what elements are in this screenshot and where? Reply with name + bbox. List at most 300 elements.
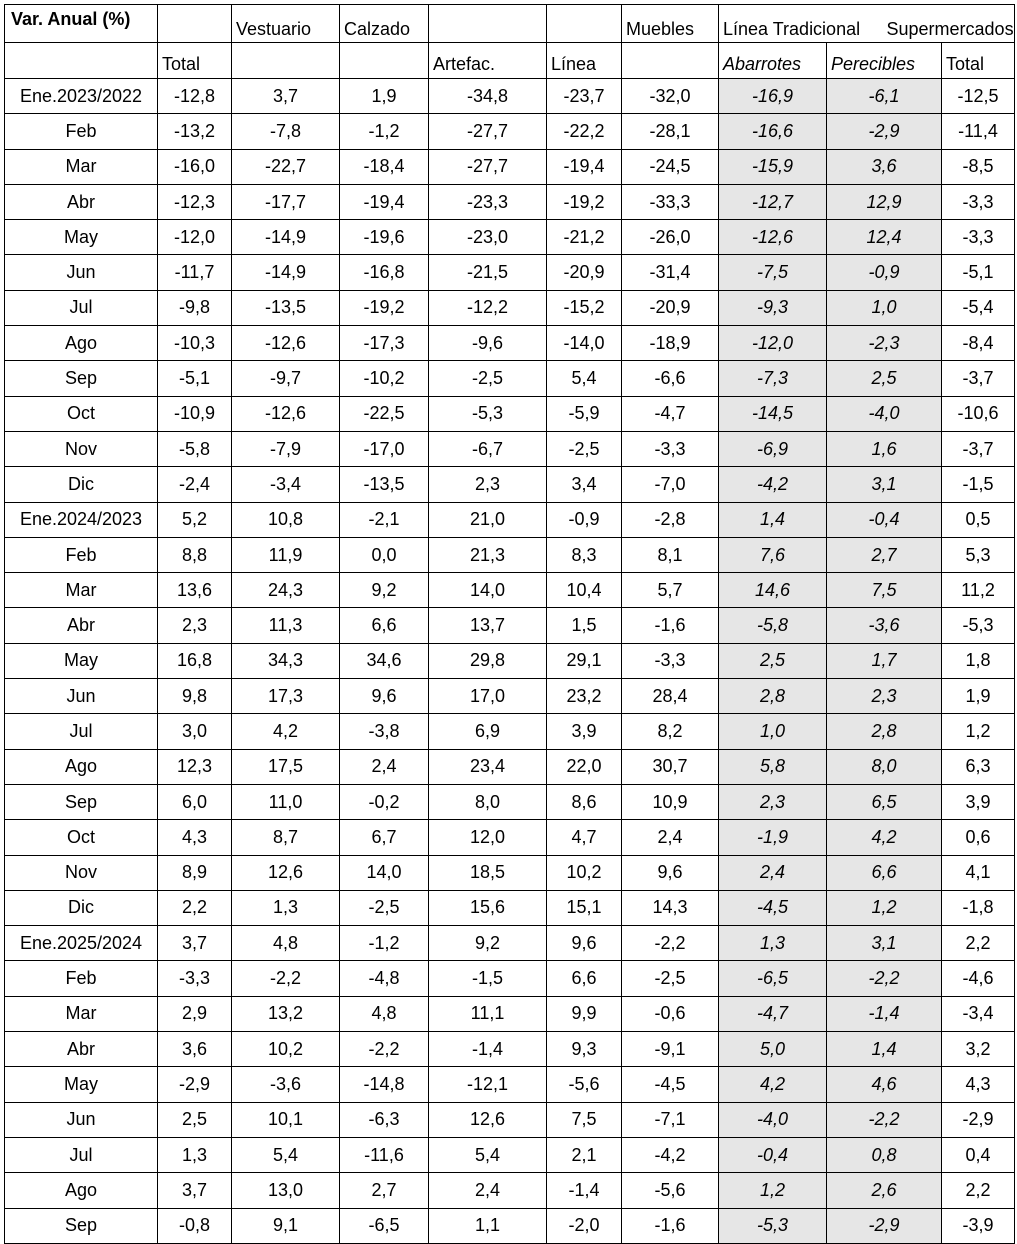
abarrotes-cell: -15,9 — [719, 149, 827, 184]
abarrotes-cell: -6,9 — [719, 431, 827, 466]
super-total-cell: 0,4 — [942, 1137, 1015, 1172]
muebles-cell: 5,7 — [622, 573, 719, 608]
vestuario-cell: -12,6 — [232, 326, 340, 361]
empty-header-cell — [622, 43, 719, 79]
total-cell: 2,3 — [158, 608, 232, 643]
perecibles-cell: -3,6 — [827, 608, 942, 643]
artefac-cell: 15,6 — [429, 890, 547, 925]
super-total-header: Total — [942, 43, 1015, 79]
linea-cell: 22,0 — [547, 749, 622, 784]
table-row — [5, 326, 1015, 361]
muebles-cell: -0,6 — [622, 996, 719, 1031]
vestuario-cell: -3,4 — [232, 467, 340, 502]
linea-cell: 8,3 — [547, 537, 622, 572]
perecibles-cell: 0,8 — [827, 1137, 942, 1172]
artefac-cell: 6,9 — [429, 714, 547, 749]
table-row — [5, 79, 1015, 114]
period-cell: Feb — [5, 961, 158, 996]
perecibles-cell: 1,0 — [827, 290, 942, 325]
artefac-cell: 9,2 — [429, 926, 547, 961]
super-total-cell: 0,5 — [942, 502, 1015, 537]
muebles-cell: 14,3 — [622, 890, 719, 925]
artefac-cell: 2,3 — [429, 467, 547, 502]
perecibles-cell: 6,5 — [827, 784, 942, 819]
linea-cell: 29,1 — [547, 643, 622, 678]
muebles-cell: -31,4 — [622, 255, 719, 290]
period-cell: Sep — [5, 784, 158, 819]
abarrotes-cell: -12,6 — [719, 220, 827, 255]
perecibles-cell: 12,9 — [827, 184, 942, 219]
period-cell: Oct — [5, 820, 158, 855]
muebles-cell: -28,1 — [622, 114, 719, 149]
perecibles-cell: 1,2 — [827, 890, 942, 925]
supermercados-header — [886, 5, 1015, 43]
table-row — [5, 1173, 1015, 1208]
muebles-cell: -1,6 — [622, 1208, 719, 1243]
calzado-cell: -14,8 — [340, 1067, 429, 1102]
calzado-cell: -1,2 — [340, 114, 429, 149]
calzado-cell: -19,2 — [340, 290, 429, 325]
artefac-cell: 14,0 — [429, 573, 547, 608]
header-row-2 — [5, 43, 1015, 79]
calzado-cell: 6,6 — [340, 608, 429, 643]
super-total-cell: -8,5 — [942, 149, 1015, 184]
linea-cell: 15,1 — [547, 890, 622, 925]
abarrotes-cell: 1,4 — [719, 502, 827, 537]
period-cell: Nov — [5, 431, 158, 466]
table-row — [5, 855, 1015, 890]
artefac-cell: 12,0 — [429, 820, 547, 855]
linea-cell: 10,2 — [547, 855, 622, 890]
perecibles-cell: 4,2 — [827, 820, 942, 855]
artefac-cell: 12,6 — [429, 1102, 547, 1137]
muebles-cell: 8,2 — [622, 714, 719, 749]
artefac-header: Artefac. — [429, 43, 547, 79]
vestuario-cell: 10,1 — [232, 1102, 340, 1137]
abarrotes-cell: 2,4 — [719, 855, 827, 890]
muebles-cell: -1,6 — [622, 608, 719, 643]
calzado-cell: -1,2 — [340, 926, 429, 961]
total-cell: 2,9 — [158, 996, 232, 1031]
artefac-cell: 23,4 — [429, 749, 547, 784]
period-cell: Feb — [5, 114, 158, 149]
total-cell: -12,8 — [158, 79, 232, 114]
abarrotes-cell: -4,0 — [719, 1102, 827, 1137]
perecibles-cell: 1,7 — [827, 643, 942, 678]
linea-cell: -1,4 — [547, 1173, 622, 1208]
perecibles-cell: -2,2 — [827, 961, 942, 996]
muebles-header: Muebles — [622, 5, 719, 43]
vestuario-cell: 10,2 — [232, 1032, 340, 1067]
calzado-cell: -17,0 — [340, 431, 429, 466]
total-cell: -5,8 — [158, 431, 232, 466]
super-total-cell: 5,3 — [942, 537, 1015, 572]
vestuario-cell: 9,1 — [232, 1208, 340, 1243]
abarrotes-header: Abarrotes — [719, 43, 827, 79]
calzado-cell: -13,5 — [340, 467, 429, 502]
super-total-cell: 6,3 — [942, 749, 1015, 784]
muebles-cell: 8,1 — [622, 537, 719, 572]
perecibles-cell: 4,6 — [827, 1067, 942, 1102]
super-total-cell: 3,9 — [942, 784, 1015, 819]
total-cell: 8,9 — [158, 855, 232, 890]
table-row — [5, 996, 1015, 1031]
abarrotes-cell: 2,3 — [719, 784, 827, 819]
empty-header-cell — [547, 5, 622, 43]
artefac-cell: -2,5 — [429, 361, 547, 396]
muebles-cell: -6,6 — [622, 361, 719, 396]
total-cell: -10,3 — [158, 326, 232, 361]
linea-cell: -5,6 — [547, 1067, 622, 1102]
period-cell: Sep — [5, 1208, 158, 1243]
artefac-cell: 11,1 — [429, 996, 547, 1031]
super-total-cell: -5,1 — [942, 255, 1015, 290]
table-row — [5, 961, 1015, 996]
vestuario-cell: 17,5 — [232, 749, 340, 784]
total-cell: 3,7 — [158, 926, 232, 961]
calzado-cell: -3,8 — [340, 714, 429, 749]
period-cell: May — [5, 1067, 158, 1102]
empty-header-cell — [429, 5, 547, 43]
perecibles-cell: -2,9 — [827, 1208, 942, 1243]
linea-cell: 9,9 — [547, 996, 622, 1031]
artefac-cell: 1,1 — [429, 1208, 547, 1243]
perecibles-cell: 1,6 — [827, 431, 942, 466]
linea-cell: 5,4 — [547, 361, 622, 396]
calzado-cell: -2,2 — [340, 1032, 429, 1067]
period-cell: May — [5, 220, 158, 255]
super-total-cell: -3,3 — [942, 220, 1015, 255]
vestuario-cell: 13,0 — [232, 1173, 340, 1208]
empty-header-cell — [232, 43, 340, 79]
muebles-cell: -26,0 — [622, 220, 719, 255]
linea-cell: -2,0 — [547, 1208, 622, 1243]
table-row — [5, 1102, 1015, 1137]
total-cell: 13,6 — [158, 573, 232, 608]
table-row — [5, 537, 1015, 572]
corner-header: Var. Anual (%) — [5, 5, 158, 43]
calzado-cell: -2,1 — [340, 502, 429, 537]
vestuario-cell: -17,7 — [232, 184, 340, 219]
perecibles-cell: 7,5 — [827, 573, 942, 608]
calzado-cell: 9,6 — [340, 679, 429, 714]
table-row — [5, 643, 1015, 678]
super-total-cell: -3,7 — [942, 361, 1015, 396]
period-cell: Jun — [5, 255, 158, 290]
total-header: Total — [158, 43, 232, 79]
total-cell: 4,3 — [158, 820, 232, 855]
super-total-cell: 2,2 — [942, 1173, 1015, 1208]
period-cell: Jul — [5, 290, 158, 325]
perecibles-cell: -0,9 — [827, 255, 942, 290]
table-row — [5, 749, 1015, 784]
perecibles-cell: 3,1 — [827, 926, 942, 961]
muebles-cell: 10,9 — [622, 784, 719, 819]
total-cell: -13,2 — [158, 114, 232, 149]
linea-cell: -15,2 — [547, 290, 622, 325]
linea-cell: 3,4 — [547, 467, 622, 502]
super-total-cell: -1,8 — [942, 890, 1015, 925]
super-total-cell: 1,8 — [942, 643, 1015, 678]
muebles-cell: -33,3 — [622, 184, 719, 219]
abarrotes-cell: -5,8 — [719, 608, 827, 643]
linea-cell: 9,6 — [547, 926, 622, 961]
linea-cell: 9,3 — [547, 1032, 622, 1067]
artefac-cell: -1,5 — [429, 961, 547, 996]
muebles-cell: -4,7 — [622, 396, 719, 431]
vestuario-header: Vestuario — [232, 5, 340, 43]
vestuario-cell: -7,8 — [232, 114, 340, 149]
calzado-header: Calzado — [340, 5, 429, 43]
table-row — [5, 679, 1015, 714]
vestuario-cell: 24,3 — [232, 573, 340, 608]
abarrotes-cell: -0,4 — [719, 1137, 827, 1172]
abarrotes-cell: 5,8 — [719, 749, 827, 784]
abarrotes-cell: -5,3 — [719, 1208, 827, 1243]
abarrotes-cell: 5,0 — [719, 1032, 827, 1067]
period-cell: Ago — [5, 326, 158, 361]
perecibles-cell: 2,8 — [827, 714, 942, 749]
artefac-cell: -6,7 — [429, 431, 547, 466]
calzado-cell: -16,8 — [340, 255, 429, 290]
abarrotes-cell: -12,7 — [719, 184, 827, 219]
total-cell: 16,8 — [158, 643, 232, 678]
linea-cell: 7,5 — [547, 1102, 622, 1137]
linea-cell: -2,5 — [547, 431, 622, 466]
total-cell: 12,3 — [158, 749, 232, 784]
perecibles-cell: 3,1 — [827, 467, 942, 502]
period-cell: Jun — [5, 1102, 158, 1137]
linea-cell: -14,0 — [547, 326, 622, 361]
super-total-cell: 11,2 — [942, 573, 1015, 608]
artefac-cell: 21,3 — [429, 537, 547, 572]
artefac-cell: -27,7 — [429, 114, 547, 149]
super-total-cell: -10,6 — [942, 396, 1015, 431]
vestuario-cell: 5,4 — [232, 1137, 340, 1172]
super-total-cell: 3,2 — [942, 1032, 1015, 1067]
vestuario-cell: 8,7 — [232, 820, 340, 855]
vestuario-cell: -7,9 — [232, 431, 340, 466]
vestuario-cell: 11,0 — [232, 784, 340, 819]
muebles-cell: -3,3 — [622, 431, 719, 466]
super-total-cell: -3,9 — [942, 1208, 1015, 1243]
perecibles-cell: -1,4 — [827, 996, 942, 1031]
perecibles-cell: 6,6 — [827, 855, 942, 890]
calzado-cell: 9,2 — [340, 573, 429, 608]
calzado-cell: 2,4 — [340, 749, 429, 784]
muebles-cell: -2,5 — [622, 961, 719, 996]
period-cell: Ago — [5, 1173, 158, 1208]
total-cell: 5,2 — [158, 502, 232, 537]
muebles-cell: 30,7 — [622, 749, 719, 784]
total-cell: -12,0 — [158, 220, 232, 255]
period-cell: Jun — [5, 679, 158, 714]
vestuario-cell: 10,8 — [232, 502, 340, 537]
linea-cell: -20,9 — [547, 255, 622, 290]
vestuario-cell: 12,6 — [232, 855, 340, 890]
artefac-cell: -5,3 — [429, 396, 547, 431]
table-row — [5, 361, 1015, 396]
period-cell: Feb — [5, 537, 158, 572]
artefac-cell: -23,3 — [429, 184, 547, 219]
abarrotes-cell: 1,3 — [719, 926, 827, 961]
muebles-cell: -32,0 — [622, 79, 719, 114]
total-cell: 3,6 — [158, 1032, 232, 1067]
table-row — [5, 1032, 1015, 1067]
vestuario-cell: -14,9 — [232, 220, 340, 255]
muebles-cell: -4,5 — [622, 1067, 719, 1102]
muebles-cell: -24,5 — [622, 149, 719, 184]
calzado-cell: -19,6 — [340, 220, 429, 255]
super-total-cell: -5,4 — [942, 290, 1015, 325]
linea-cell: -22,2 — [547, 114, 622, 149]
super-total-cell: -2,9 — [942, 1102, 1015, 1137]
perecibles-cell: 2,6 — [827, 1173, 942, 1208]
calzado-cell: 14,0 — [340, 855, 429, 890]
abarrotes-cell: 2,8 — [719, 679, 827, 714]
muebles-cell: -2,2 — [622, 926, 719, 961]
calzado-cell: 1,9 — [340, 79, 429, 114]
abarrotes-cell: -16,9 — [719, 79, 827, 114]
table-row — [5, 784, 1015, 819]
artefac-cell: -9,6 — [429, 326, 547, 361]
linea-header: Línea — [547, 43, 622, 79]
super-total-cell: -1,5 — [942, 467, 1015, 502]
muebles-cell: -20,9 — [622, 290, 719, 325]
perecibles-cell: 2,7 — [827, 537, 942, 572]
vestuario-cell: -2,2 — [232, 961, 340, 996]
artefac-cell: 13,7 — [429, 608, 547, 643]
perecibles-cell: 8,0 — [827, 749, 942, 784]
abarrotes-cell: -6,5 — [719, 961, 827, 996]
linea-cell: -0,9 — [547, 502, 622, 537]
period-cell: Abr — [5, 1032, 158, 1067]
table-body — [5, 79, 1015, 1244]
linea-cell: 6,6 — [547, 961, 622, 996]
calzado-cell: -4,8 — [340, 961, 429, 996]
supermercados-label: Supermercados — [886, 19, 1014, 39]
calzado-cell: -11,6 — [340, 1137, 429, 1172]
artefac-cell: -34,8 — [429, 79, 547, 114]
artefac-cell: 5,4 — [429, 1137, 547, 1172]
super-total-cell: -3,3 — [942, 184, 1015, 219]
vestuario-cell: -13,5 — [232, 290, 340, 325]
total-cell: -10,9 — [158, 396, 232, 431]
linea-cell: 23,2 — [547, 679, 622, 714]
linea-cell: 4,7 — [547, 820, 622, 855]
perecibles-cell: 3,6 — [827, 149, 942, 184]
calzado-cell: 34,6 — [340, 643, 429, 678]
table-row — [5, 1208, 1015, 1243]
calzado-cell: -17,3 — [340, 326, 429, 361]
calzado-cell: 0,0 — [340, 537, 429, 572]
calzado-cell: -6,3 — [340, 1102, 429, 1137]
period-cell: May — [5, 643, 158, 678]
calzado-cell: -22,5 — [340, 396, 429, 431]
muebles-cell: 28,4 — [622, 679, 719, 714]
super-total-cell: -5,3 — [942, 608, 1015, 643]
artefac-cell: 18,5 — [429, 855, 547, 890]
vestuario-cell: -3,6 — [232, 1067, 340, 1102]
total-cell: -16,0 — [158, 149, 232, 184]
abarrotes-cell: -7,3 — [719, 361, 827, 396]
muebles-cell: 9,6 — [622, 855, 719, 890]
abarrotes-cell: -4,7 — [719, 996, 827, 1031]
muebles-cell: -2,8 — [622, 502, 719, 537]
artefac-cell: -27,7 — [429, 149, 547, 184]
table-row — [5, 114, 1015, 149]
linea-cell: -19,2 — [547, 184, 622, 219]
total-cell: -0,8 — [158, 1208, 232, 1243]
empty-header-cell — [340, 43, 429, 79]
table-row — [5, 608, 1015, 643]
table-row — [5, 184, 1015, 219]
period-cell: Jul — [5, 714, 158, 749]
super-total-cell: 0,6 — [942, 820, 1015, 855]
muebles-cell: -7,0 — [622, 467, 719, 502]
period-cell: Ene.2024/2023 — [5, 502, 158, 537]
table-row — [5, 890, 1015, 925]
abarrotes-cell: 2,5 — [719, 643, 827, 678]
vestuario-cell: 4,8 — [232, 926, 340, 961]
abarrotes-cell: -16,6 — [719, 114, 827, 149]
muebles-cell: -3,3 — [622, 643, 719, 678]
muebles-cell: -5,6 — [622, 1173, 719, 1208]
table-row — [5, 926, 1015, 961]
table-row — [5, 396, 1015, 431]
vestuario-cell: 1,3 — [232, 890, 340, 925]
abarrotes-cell: -9,3 — [719, 290, 827, 325]
vestuario-cell: 34,3 — [232, 643, 340, 678]
muebles-cell: -9,1 — [622, 1032, 719, 1067]
super-total-cell: -12,5 — [942, 79, 1015, 114]
super-total-cell: -4,6 — [942, 961, 1015, 996]
period-cell: Mar — [5, 573, 158, 608]
table-row — [5, 149, 1015, 184]
vestuario-cell: 3,7 — [232, 79, 340, 114]
super-total-cell: -3,7 — [942, 431, 1015, 466]
period-cell: Ene.2023/2022 — [5, 79, 158, 114]
vestuario-cell: -22,7 — [232, 149, 340, 184]
perecibles-cell: -2,2 — [827, 1102, 942, 1137]
linea-cell: -19,4 — [547, 149, 622, 184]
vestuario-cell: 17,3 — [232, 679, 340, 714]
vestuario-cell: -12,6 — [232, 396, 340, 431]
total-cell: 2,2 — [158, 890, 232, 925]
abarrotes-cell: 4,2 — [719, 1067, 827, 1102]
linea-cell: -21,2 — [547, 220, 622, 255]
linea-cell: -5,9 — [547, 396, 622, 431]
muebles-cell: 2,4 — [622, 820, 719, 855]
table-row — [5, 1067, 1015, 1102]
abarrotes-cell: -1,9 — [719, 820, 827, 855]
artefac-cell: 17,0 — [429, 679, 547, 714]
period-cell: Jul — [5, 1137, 158, 1172]
total-cell: -5,1 — [158, 361, 232, 396]
artefac-cell: 2,4 — [429, 1173, 547, 1208]
period-cell: Mar — [5, 996, 158, 1031]
abarrotes-cell: -7,5 — [719, 255, 827, 290]
period-cell: Dic — [5, 890, 158, 925]
linea-tradicional-label: Línea Tradicional — [723, 19, 861, 39]
total-cell: 2,5 — [158, 1102, 232, 1137]
table-row — [5, 290, 1015, 325]
total-cell: -9,8 — [158, 290, 232, 325]
artefac-cell: -12,1 — [429, 1067, 547, 1102]
table-row — [5, 502, 1015, 537]
total-cell: -12,3 — [158, 184, 232, 219]
super-total-cell: 4,1 — [942, 855, 1015, 890]
